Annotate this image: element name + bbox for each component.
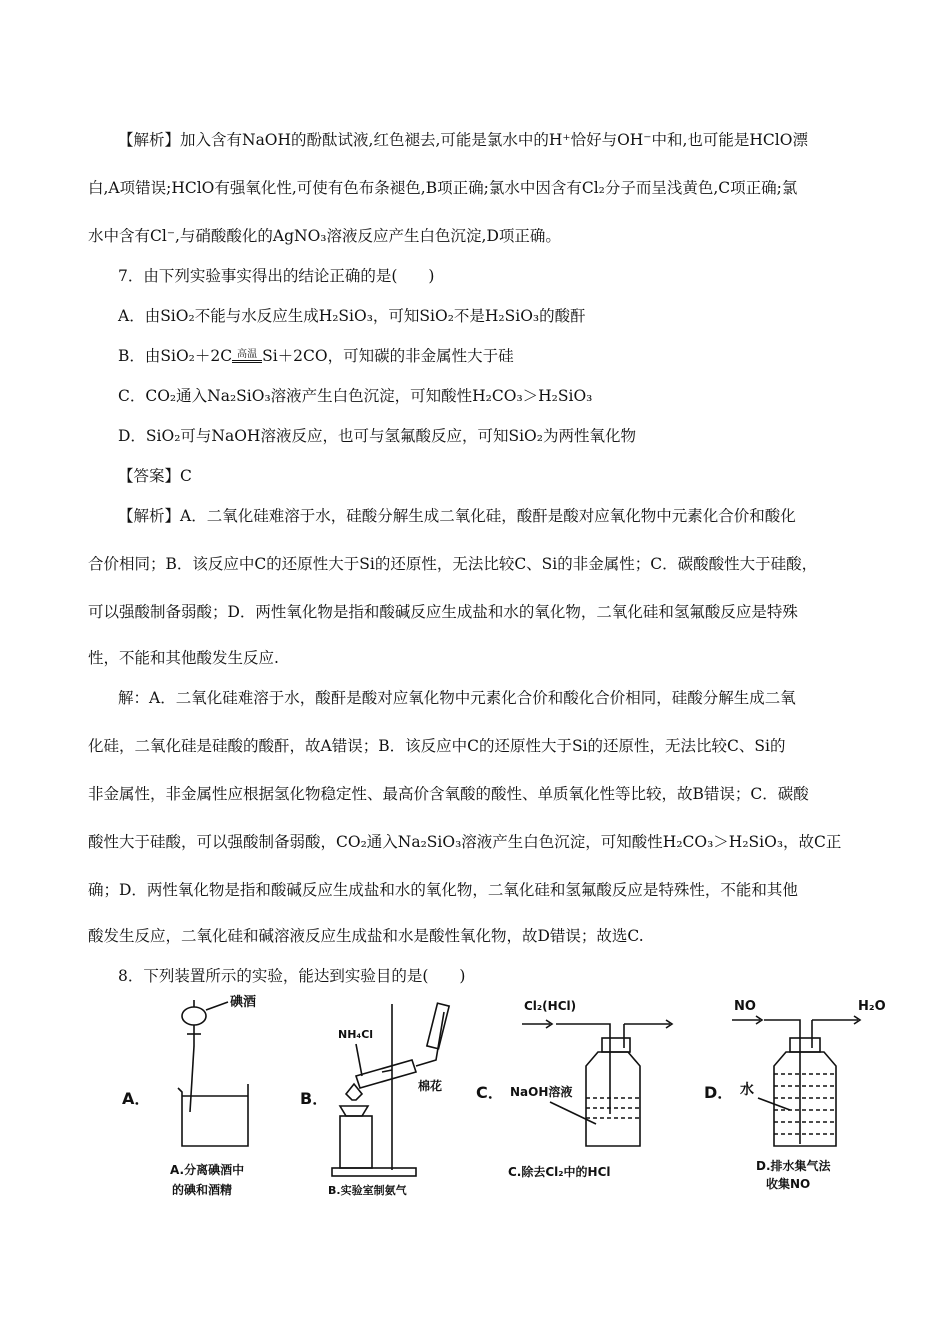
figure-c-gas: Cl₂(HCl) [524,999,577,1013]
apparatus-figures [110,994,910,1200]
figure-d-option: D． [704,1083,734,1102]
figure-d-gas-in: NO [734,999,756,1014]
question-8-stem: 8．下列装置所示的实验，能达到实验目的是( ) [118,967,466,985]
figure-b [300,1003,449,1197]
question-7-analysis-line-3: 可以强酸制备弱酸；D．两性氧化物是指和酸碱反应生成盐和水的氧化物，二氧化硅和氢氟酸反应是特殊 [88,603,798,621]
question-7-stem: 7．由下列实验事实得出的结论正确的是( ) [118,267,435,285]
beaker-icon [178,1084,248,1146]
figure-b-option: B． [300,1089,329,1108]
analysis-6-line-1: 【解析】加入含有NaOH的酚酞试液,红色褪去,可能是氯水中的H⁺恰好与OH⁻中和,也可能是HClO漂 [118,131,808,149]
figure-b-cotton: 棉花 [418,1079,443,1093]
question-7-solution-line-4: 酸性大于硅酸，可以强酸制备弱酸，CO₂通入Na₂SiO₃溶液产生白色沉淀，可知酸性H₂CO₃＞H₂SiO₃，故C正 [88,833,842,851]
analysis-6-line-2: 白,A项错误;HClO有强氧化性,可使有色布条褪色,B项正确;氯水中因含有Cl₂分子而呈浅黄色,C项正确;氯 [88,179,798,197]
question-7-answer: 【答案】C [118,467,192,485]
alcohol-lamp-icon [340,1106,368,1116]
collection-bottle-icon [774,1052,836,1146]
figure-d [704,999,886,1191]
question-7-option-b [118,346,514,366]
gas-washing-bottle-icon [586,1052,640,1146]
analysis-6-line-3: 水中含有Cl⁻,与硝酸酸化的AgNO₃溶液反应产生白色沉淀,D项正确。 [88,227,561,245]
question-7-option-d: D．SiO₂可与NaOH溶液反应，也可与氢氟酸反应，可知SiO₂为两性氧化物 [118,427,636,445]
figure-d-caption-2: 收集NO [766,1177,811,1191]
figure-c [476,999,672,1179]
figure-d-caption: D.排水集气法 [756,1159,831,1173]
figure-c-caption: C.除去Cl₂中的HCl [508,1165,611,1179]
question-7-solution-line-1: 解：A．二氧化硅难溶于水，酸酐是酸对应氧化物中元素化合价和酸化合价相同，硅酸分解生成二氧 [118,689,796,707]
figure-d-gas-out: H₂O [858,999,886,1014]
question-7-option-a: A．由SiO₂不能与水反应生成H₂SiO₃，可知SiO₂不是H₂SiO₃的酸酐 [118,307,586,325]
question-7-analysis-line-1: 【解析】A．二氧化硅难溶于水，硅酸分解生成二氧化硅，酸酐是酸对应氧化物中元素化合价和酸化 [118,507,796,525]
question-7-option-c: C．CO₂通入Na₂SiO₃溶液产生白色沉淀，可知酸性H₂CO₃＞H₂SiO₃ [118,387,593,405]
figure-d-water: 水 [740,1082,754,1098]
question-7-analysis-line-2: 合价相同；B．该反应中C的还原性大于Si的还原性，无法比较C、Si的非金属性；C．碳酸酸性大于硅酸， [88,555,818,573]
figure-a [122,994,256,1197]
question-7-solution-line-3: 非金属性，非金属性应根据氢化物稳定性、最高价含氧酸的酸性、单质氧化性等比较，故B错误；C．碳酸 [88,785,809,803]
stopper-icon [602,1038,630,1052]
figure-b-caption: B.实验室制氨气 [328,1184,407,1197]
figure-a-caption: A.分离碘酒中 [170,1163,245,1177]
figure-a-caption-2: 的碘和酒精 [172,1183,233,1197]
figure-c-solution: NaOH溶液 [510,1085,573,1099]
stopper-icon [790,1038,820,1052]
figure-b-reagent: NH₄Cl [338,1028,374,1041]
question-7-analysis-line-4: 性，不能和其他酸发生反应. [88,649,279,667]
separatory-funnel-icon [182,1007,206,1025]
question-7-solution-line-2: 化硅，二氧化硅是硅酸的酸酐，故A错误；B．该反应中C的还原性大于Si的还原性，无法比较C、Si的 [88,737,786,755]
question-7-solution-line-6: 酸发生反应，二氧化硅和碱溶液反应生成盐和水是酸性氧化物，故D错误；故选C. [88,927,644,945]
figure-a-option: A． [122,1089,151,1108]
figure-a-reagent: 碘酒 [230,995,257,1010]
reaction-condition: 高温 [232,350,262,363]
option-b-reactants: B．由SiO₂＋2C [118,347,233,365]
question-7-solution-line-5: 确；D．两性氧化物是指和酸碱反应生成盐和水的氧化物，二氧化硅和氢氟酸反应是特殊性，不能和其他 [88,881,798,899]
collecting-tube-icon [427,1003,449,1049]
figure-c-option: C． [476,1083,504,1102]
test-tube-icon [356,1060,416,1088]
option-b-products: Si＋2CO，可知碳的非金属性大于硅 [262,347,514,365]
